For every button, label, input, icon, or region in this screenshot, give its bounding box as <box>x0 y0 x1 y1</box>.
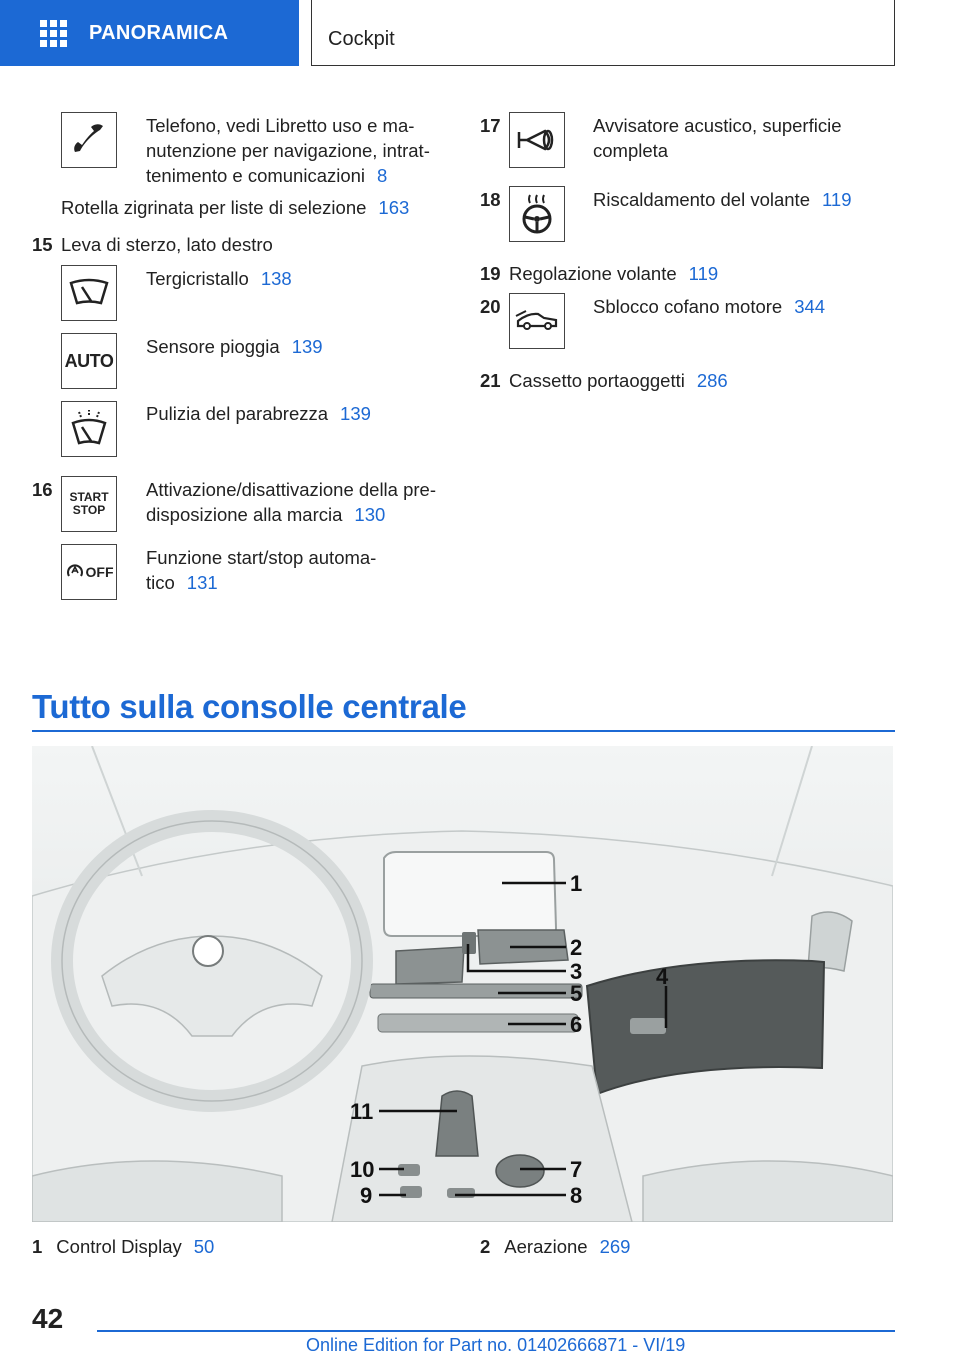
callout-1: 1 <box>570 871 583 896</box>
page-number: 42 <box>32 1303 64 1334</box>
callout-8: 8 <box>570 1183 583 1208</box>
hood-release-description: Sblocco cofano motore 344 <box>593 296 826 317</box>
auto-start-stop-description: Funzione start/stop automa- tico 131 <box>146 547 377 593</box>
callout-5: 5 <box>570 981 583 1006</box>
steering-adjust-description: Regolazione volante 119 <box>509 263 719 284</box>
footer-edition[interactable]: Online Edition for Part no. 01402666871 - VI/19 <box>306 1335 686 1355</box>
section-divider <box>32 730 895 732</box>
glovebox-page-link[interactable]: 286 <box>696 370 728 391</box>
horn-icon <box>509 112 565 168</box>
washer-description: Pulizia del parabrezza 139 <box>146 403 371 424</box>
thumbwheel-description: Rotella zigrinata per liste di selezione 163 <box>61 197 410 218</box>
section-tab-panoramica[interactable] <box>0 0 299 66</box>
wiper-page-link[interactable]: 138 <box>260 268 292 289</box>
rain-sensor-page-link[interactable]: 139 <box>291 336 323 357</box>
item-number-20: 20 <box>480 296 501 317</box>
phone-description: Telefono, vedi Libretto uso e ma- nutenzione per navigazione, intrat- tenimento e comunicazioni 8 <box>146 115 430 186</box>
callout-3: 3 <box>570 959 583 984</box>
callout-11: 11 <box>350 1099 374 1124</box>
item-number-16: 16 <box>32 479 53 500</box>
chapter-title: Cockpit <box>311 0 895 66</box>
item-number-18: 18 <box>480 189 501 210</box>
heated-steering-wheel-page-link[interactable]: 119 <box>822 189 852 210</box>
washer-page-link[interactable]: 139 <box>340 403 371 424</box>
auto-rain-icon: AUTO <box>61 333 117 389</box>
glovebox-description: Cassetto portaoggetti 286 <box>509 370 728 391</box>
callout-4: 4 <box>656 964 669 989</box>
windshield-washer-icon <box>61 401 117 457</box>
wiper-icon <box>61 265 117 321</box>
start-stop-icon: START STOP <box>61 476 117 532</box>
section-tab-label: PANORAMICA <box>89 21 229 44</box>
phone-icon <box>61 112 117 168</box>
horn-description: Avvisatore acustico, superficie completa <box>593 115 842 161</box>
footer-divider <box>97 1330 895 1332</box>
steering-adjust-page-link[interactable]: 119 <box>688 263 719 284</box>
item-number-21: 21 <box>480 370 501 391</box>
caption-2-page-link[interactable]: 269 <box>599 1236 631 1257</box>
callout-9: 9 <box>360 1183 373 1208</box>
heated-steering-wheel-icon <box>509 186 565 242</box>
auto-start-stop-off-icon: OFF <box>61 544 117 600</box>
item-15-label: Leva di sterzo, lato destro <box>61 234 273 255</box>
callout-2: 2 <box>570 935 583 960</box>
item-number-19: 19 <box>480 263 501 284</box>
start-stop-page-link[interactable]: 130 <box>354 504 386 525</box>
callout-10: 10 <box>350 1157 375 1182</box>
grid-menu-icon <box>40 20 67 47</box>
hood-release-page-link[interactable]: 344 <box>794 296 826 317</box>
start-stop-description: Attivazione/disattivazione della pre- disposizione alla marcia 130 <box>146 479 436 525</box>
auto-start-stop-symbol-icon <box>65 562 85 582</box>
item-number-15: 15 <box>32 234 53 255</box>
caption-1: 1 Control Display 50 <box>32 1236 215 1257</box>
wiper-description: Tergicristallo 138 <box>146 268 292 289</box>
heated-steering-wheel-description: Riscaldamento del volante 119 <box>593 189 852 210</box>
auto-start-stop-page-link[interactable]: 131 <box>186 572 218 593</box>
caption-1-page-link[interactable]: 50 <box>193 1236 215 1257</box>
thumbwheel-page-link[interactable]: 163 <box>378 197 410 218</box>
center-console-illustration <box>32 746 893 1222</box>
hood-release-icon <box>509 293 565 349</box>
caption-2: 2 Aerazione 269 <box>480 1236 631 1257</box>
phone-page-link[interactable]: 8 <box>377 165 388 186</box>
section-title: Tutto sulla consolle centrale <box>32 688 467 725</box>
item-number-17: 17 <box>480 115 501 136</box>
rain-sensor-description: Sensore pioggia 139 <box>146 336 323 357</box>
callout-6: 6 <box>570 1012 583 1037</box>
callout-7: 7 <box>570 1157 583 1182</box>
